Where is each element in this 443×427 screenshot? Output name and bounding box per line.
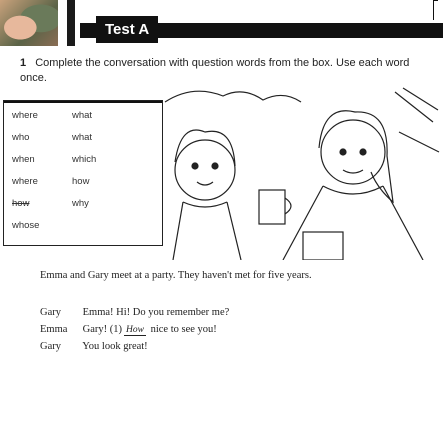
dialogue-intro: Emma and Gary meet at a party. They haven't met for five years. [40, 270, 312, 281]
word-box-item: where [12, 110, 38, 121]
header-divider [67, 0, 75, 46]
word-box-item: which [72, 154, 97, 165]
line-text-after: nice to see you! [150, 324, 217, 335]
test-badge: Test A [96, 16, 158, 43]
word-box-item: why [72, 198, 89, 209]
person-right-hair [319, 111, 393, 202]
crop-mark [433, 0, 434, 20]
word-box-item: when [12, 154, 35, 165]
speaker-name: Gary [40, 341, 61, 352]
speaker-name: Emma [40, 324, 68, 335]
word-box-item: who [12, 132, 30, 143]
word-box-item-used: how [12, 198, 30, 209]
table-drawing [303, 232, 343, 260]
line-text: You look great! [82, 341, 148, 352]
line-text: Emma! Hi! Do you remember me? [82, 307, 230, 318]
speaker-name: Gary [40, 307, 61, 318]
line-text: Gary! (1) [82, 324, 122, 335]
word-box-top-rule [4, 101, 162, 103]
bunting-decoration [165, 91, 301, 102]
answer-blank[interactable]: How [124, 325, 146, 336]
dialogue-line [40, 341, 148, 352]
cup-drawing [259, 190, 285, 224]
word-box [3, 100, 163, 246]
dialogue-line [40, 324, 217, 336]
person-left-body [173, 202, 241, 260]
exercise-text: Complete the conversation with question words from the box. Use each word once. [20, 57, 410, 84]
word-box-item: how [72, 176, 90, 187]
person-right-body [283, 186, 423, 260]
word-box-item: what [72, 132, 93, 143]
person-right-head [321, 120, 385, 184]
word-box-item: what [72, 110, 93, 121]
person-left-head [175, 140, 235, 200]
dialogue-line [40, 307, 229, 318]
header-photo [0, 0, 58, 46]
background-lines [395, 88, 439, 152]
exercise-number: 1 [20, 57, 27, 69]
word-box-item: where [12, 176, 38, 187]
word-box-item: whose [12, 220, 40, 231]
party-illustration [163, 82, 440, 260]
